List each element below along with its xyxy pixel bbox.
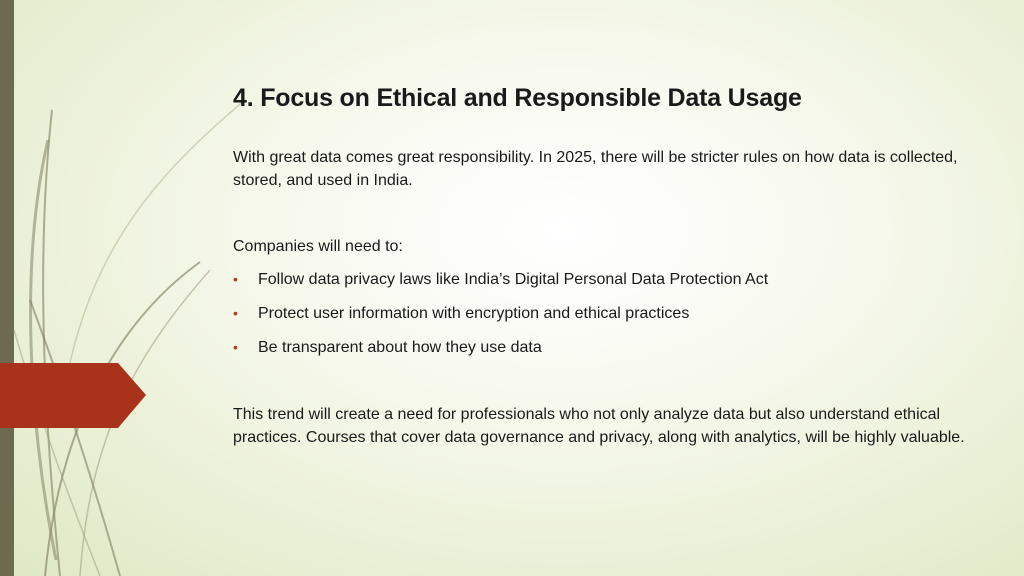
- lead-text: Companies will need to:: [233, 238, 403, 255]
- intro-paragraph: With great data comes great responsibility. In 2025, there will be stricter rules on how data is collected, stored, and used in India.: [233, 149, 958, 189]
- bullet-list: [233, 268, 993, 370]
- bullet-text: Protect user information with encryption and ethical practices: [258, 305, 690, 322]
- slide-title: 4. Focus on Ethical and Responsible Data Usage: [233, 84, 802, 112]
- bullet-dot-icon: •: [233, 339, 238, 355]
- decorative-grass-stems: [0, 0, 260, 576]
- slide-content: [233, 84, 993, 446]
- bullet-text: Be transparent about how they use data: [258, 339, 542, 356]
- bullet-dot-icon: •: [233, 271, 238, 287]
- bullet-item: [233, 302, 993, 325]
- bullet-text: Follow data privacy laws like India’s Digital Personal Data Protection Act: [258, 271, 769, 288]
- bullet-item: [233, 268, 993, 291]
- red-arrow-tab: [0, 363, 146, 428]
- bullet-dot-icon: •: [233, 305, 238, 321]
- bullet-item: [233, 336, 993, 359]
- closing-paragraph: This trend will create a need for professionals who not only analyze data but also understand ethical practices. Courses that cover data governance and privacy, along with analytics, will be highly valuable.: [233, 406, 965, 446]
